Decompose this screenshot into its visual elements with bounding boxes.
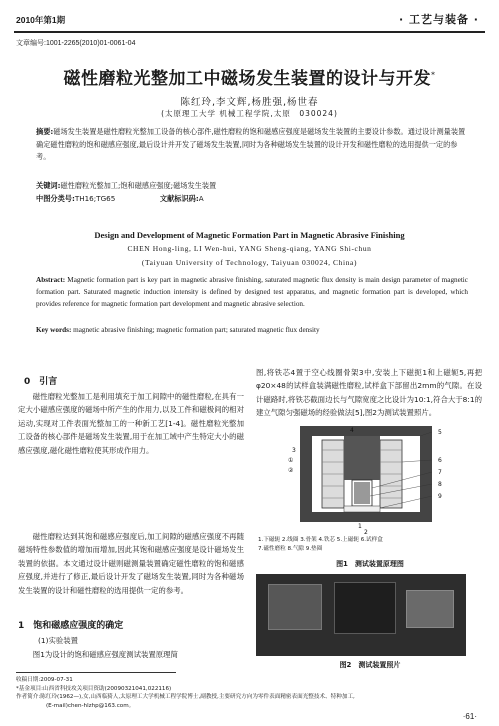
cn-keywords <box>36 180 468 193</box>
section-1-subheading: (1)实验装置 <box>38 636 79 645</box>
en-keywords <box>36 326 468 334</box>
authors: 陈红玲,李文辉,杨胜强,杨世春 <box>180 97 319 108</box>
fig1-label: 2 <box>364 529 368 534</box>
footnote-rule <box>16 672 176 673</box>
section-0-paragraph-1: 磁性磨粒光整加工是利用填充于加工间隙中的磁性磨粒,在具有一定大小磁感应强度的磁场中所产生的作用力,以及工件和磁极间的相对运动,实现对工件表面光整加工的一种新工艺[1-4]。磁性磨粒光整加工设备的核心部件是磁场发生装置,用于在加工域中产生特定大小的磁感应强度,磁化磁性磨粒使其形成作用力。 <box>18 392 244 455</box>
footnote <box>16 676 486 710</box>
header-rule <box>14 31 485 33</box>
section-1-title: 1 饱和磁感应强度的确定 <box>18 621 124 631</box>
fig1-label: 9 <box>438 493 442 500</box>
fig1-label: 4 <box>350 427 354 434</box>
doc-code: A <box>198 194 204 203</box>
section-0-title: 0 引言 <box>24 377 58 387</box>
affiliation: (太原理工大学 机械工程学院,太原 030024) <box>161 109 338 118</box>
en-abstract <box>36 274 468 310</box>
section-1-paragraph: 图1为设计的饱和磁感应强度测试装置原理简 <box>32 650 178 659</box>
fig1-label: 8 <box>438 481 442 488</box>
cn-abstract-text: 磁场发生装置是磁性磨粒光整加工设备的核心部件,磁性磨粒的饱和磁感应强度是磁场发生装置的主要设计参数。通过设计测量装置确定磁性磨粒的饱和磁感应强度,最后设计并开发了磁场发生装置,同时为各种磁场发生装置的设计开发和磁性磨粒的选用提供一定的参考。 <box>36 127 466 161</box>
cn-class-code: TH16;TG65 <box>74 194 116 203</box>
journal-issue: 2010年第1期 <box>16 15 66 25</box>
fig1-label: 1 <box>358 523 362 530</box>
right-yoke <box>420 436 432 512</box>
lower-yoke <box>300 512 432 522</box>
figure-1-legend-line-1: 1.下磁轭 2.线圈 3.骨架 4.铁芯 5.上磁轭 6.试样盒 <box>258 537 383 543</box>
left-yoke <box>300 436 312 512</box>
author-bio: 作者简介:陈红玲(1962—),女,山西临猗人,太原理工大学机械工程学院博士,副教授,主要研究方向为零件表面精密表面光整技术、特种加工, <box>16 694 355 700</box>
fig1-label: 7 <box>438 469 442 476</box>
cn-abstract-label: 摘要: <box>36 127 54 136</box>
page-number: ·61· <box>462 712 477 721</box>
en-abstract-label: Abstract: <box>36 276 66 284</box>
title-footnote-mark: * <box>431 70 436 80</box>
fig1-label: 3 <box>292 447 296 454</box>
author-email: (E-mail)chen-hlzhp@163.com。 <box>46 702 135 709</box>
figure-1-legend <box>258 536 482 554</box>
figure-1-caption: 图1 测试装置原理图 <box>336 560 404 568</box>
en-keywords-label: Key words: <box>36 326 72 334</box>
figure-1-legend-line-2: 7.磁性磨粒 8.气隙 9.垫圈 <box>258 546 323 552</box>
magnetic-abrasive <box>354 482 370 504</box>
figure-2-caption: 图2 测试装置照片 <box>339 661 401 669</box>
paper-title <box>0 64 499 89</box>
paper-title-text: 磁性磨粒光整加工中磁场发生装置的设计与开发 <box>63 69 431 89</box>
journal-section: · 工艺与装备 · <box>398 13 479 26</box>
cn-classification <box>36 193 468 206</box>
fig1-label: 6 <box>438 457 442 464</box>
doc-code-label: 文献标识码: <box>159 194 199 203</box>
iron-core <box>344 436 380 480</box>
article-number: 文章编号:1001-2265(2010)01-0061-04 <box>16 40 136 47</box>
right-column-paragraph: 图,将铁芯4置于空心线圈骨架3中,安装上下磁扼1和上磁轭5,再把φ20×48的试样盒装满磁性磨粒,试样盒下部留出2mm的气隙。在设计磁路时,将铁芯截面边长与气隙宽度之比设计为10:1,符合大于8:1的建立气隙匀强磁场的经验做法[5],图2为测试装置照片。 <box>256 368 482 418</box>
fig1-label: ① <box>288 457 294 464</box>
received-date: 收稿日期:2009-07-31 <box>16 677 73 683</box>
photo-apparatus-left <box>268 584 322 630</box>
en-affiliation: (Taiyuan University of Technology, Taiyuan 030024, China) <box>141 258 358 267</box>
photo-apparatus-right <box>406 590 454 628</box>
cn-class-label: 中图分类号: <box>36 194 75 203</box>
en-title: Design and Development of Magnetic Formation Part in Magnetic Abrasive Finishing <box>94 230 405 240</box>
fig1-label: ② <box>288 467 294 474</box>
fig1-label: 5 <box>438 429 442 436</box>
en-abstract-text: Magnetic formation part is key part in magnetic abrasive finishing, saturated magnetic flux density is main design parameter of magnetic formation part. Saturated magnetic induction intensity is defined by designed test apparatus, and magnetic formation part is developed, which provides reference for magnetic formation part development and magnetic abrasive selection. <box>36 276 468 308</box>
air-gap <box>344 506 380 512</box>
upper-yoke <box>300 426 432 436</box>
cn-keywords-label: 关键词: <box>36 181 61 190</box>
section-0-paragraph-2: 磁性磨粒达到其饱和磁感应强度后,加工间隙的磁感应强度不再随磁场特性参数值的增加而增加,因此其饱和磁感应强度是设计磁场发生装置的依据。本文通过设计磁则磁测量装置确定磁性磨粒的饱和磁感应强度,并进行了修正,最后设计开发了磁场发生装置,同时为各种磁场发生装置的设计和磁性磨粒的选用提供一定的参考。 <box>18 532 244 595</box>
figure-2-photo <box>256 574 466 656</box>
figure-1-schematic <box>270 422 480 534</box>
cn-keywords-text: 磁性磨粒光整加工;饱和磁感应强度;磁场发生装置 <box>60 181 217 190</box>
cn-abstract <box>36 126 468 164</box>
photo-apparatus-center <box>334 582 396 634</box>
en-authors: CHEN Hong-ling, LI Wen-hui, YANG Sheng-qiang, YANG Shi-chun <box>127 244 372 253</box>
fund-info: *基金项目:山西省科技攻关项目资助(20090321041,022116) <box>16 685 172 692</box>
en-keywords-text: magnetic abrasive finishing; magnetic formation part; saturated magnetic flux density <box>73 326 320 334</box>
